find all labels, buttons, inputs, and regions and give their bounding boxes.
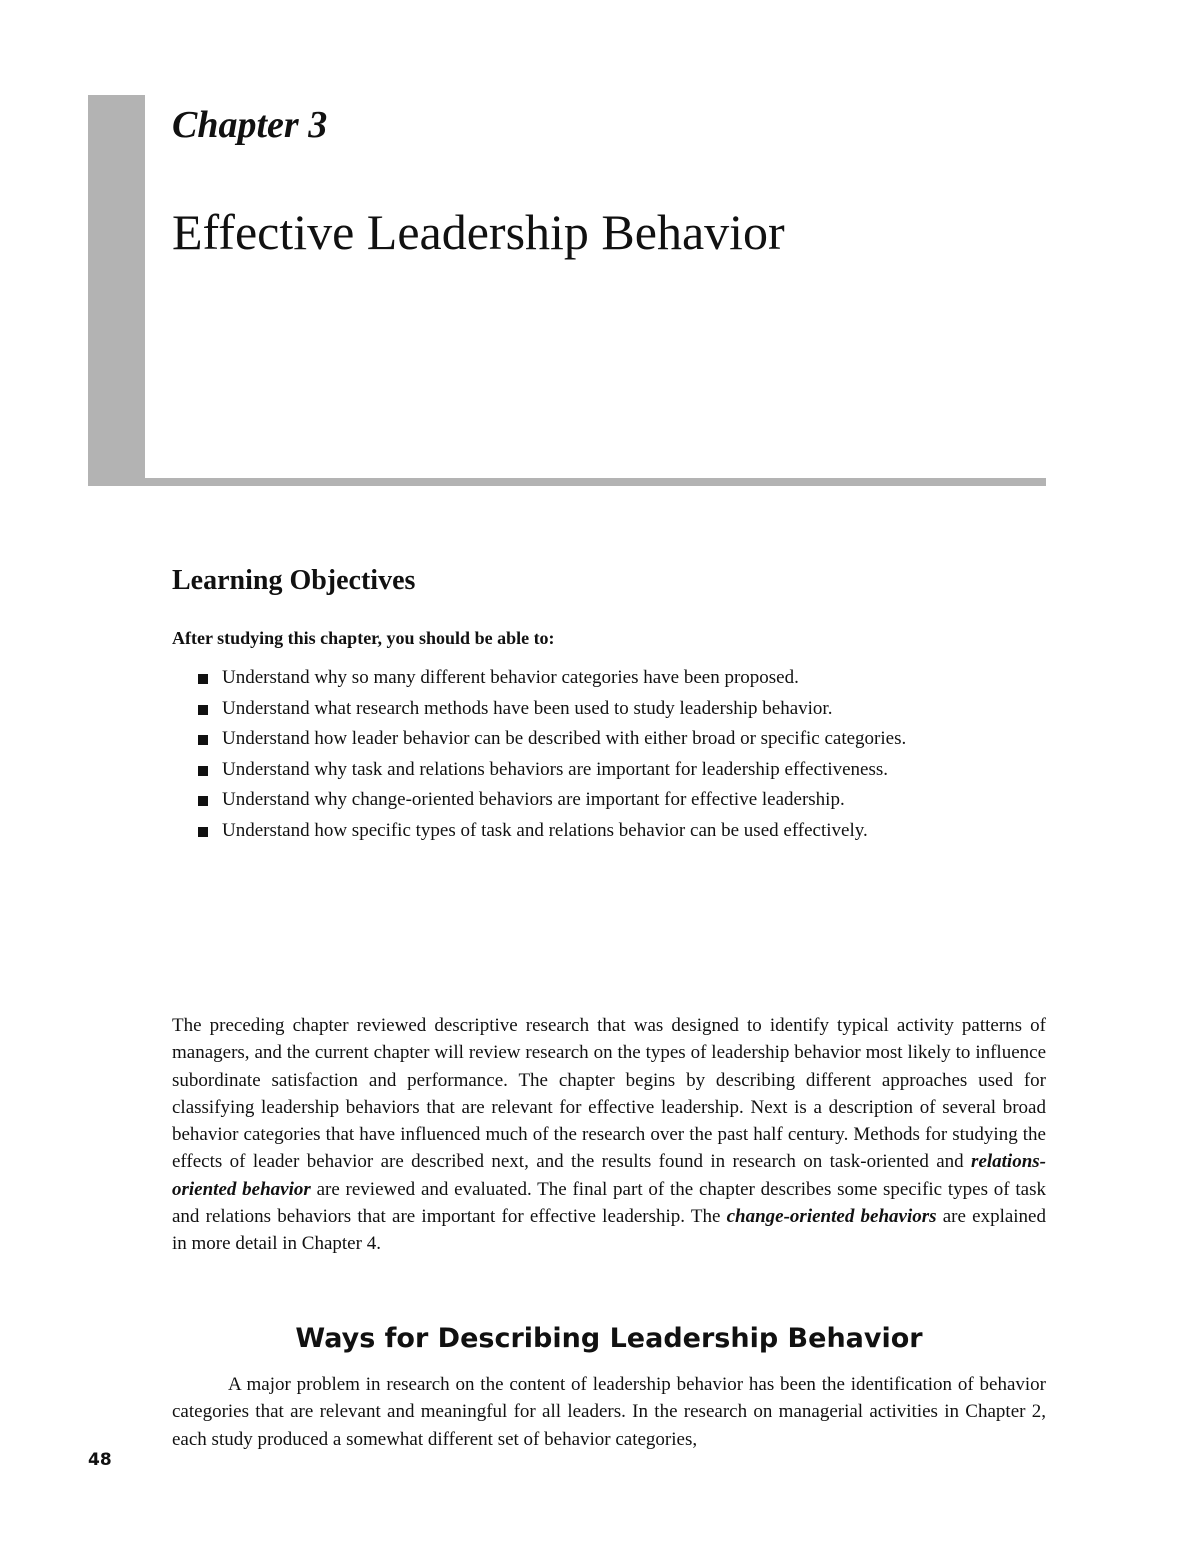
chapter-sidebar-bar	[88, 95, 145, 486]
learning-objectives-intro: After studying this chapter, you should be able to:	[172, 628, 555, 648]
intro-emphasis-change: change-oriented behaviors	[726, 1206, 937, 1228]
page-number: 48	[88, 1450, 112, 1470]
intro-paragraph	[172, 1012, 1046, 1258]
square-bullet-icon	[198, 796, 208, 806]
intro-text-part1: The preceding chapter reviewed descriptive research that was designed to identify typical activity patterns of managers, and the current chapter will review research on the types of leadership behavior most likely to influence subordinate satisfaction and performance. The chapter begins by describing different approaches used for classifying leadership behaviors that are relevant for effective leadership. Next is a description of several broad behavior categories that have influenced much of the research over the past half century. Methods for studying the effects of leader behavior are described next, and the results found in research on task-oriented and	[172, 1015, 1046, 1173]
objective-text: Understand why so many different behavior categories have been proposed.	[222, 667, 799, 688]
objective-item	[198, 785, 1058, 816]
square-bullet-icon	[198, 674, 208, 684]
intro-text-part2: are reviewed and evaluated. The final part of the chapter describes some specific types of task and relations behaviors that are important for effective leadership. The	[172, 1178, 1046, 1228]
square-bullet-icon	[198, 766, 208, 776]
intro-emphasis-relations: relations-oriented behavior	[172, 1151, 1046, 1200]
chapter-label: Chapter 3	[172, 104, 328, 146]
objective-item	[198, 694, 1058, 725]
intro-text-part3: are explained in more detail in Chapter 4.	[172, 1206, 1046, 1255]
objective-item	[198, 816, 1058, 847]
objective-item	[198, 724, 1058, 755]
objective-text: Understand what research methods have been used to study leadership behavior.	[222, 697, 833, 719]
chapter-header-rule	[88, 478, 1046, 486]
square-bullet-icon	[198, 705, 208, 715]
objective-item	[198, 663, 1058, 694]
section-heading: Ways for Describing Leadership Behavior	[295, 1323, 923, 1354]
objective-text: Understand how leader behavior can be described with either broad or specific categories.	[222, 728, 907, 750]
square-bullet-icon	[198, 827, 208, 837]
objective-text: Understand why task and relations behaviors are important for leadership effectiveness.	[222, 758, 889, 780]
learning-objectives-list	[198, 663, 1058, 847]
objective-text: Understand how specific types of task and relations behavior can be used effectively.	[222, 819, 868, 841]
section-paragraph: A major problem in research on the content of leadership behavior has been the identification of behavior categories that are relevant and meaningful for all leaders. In the research on managerial activities in Chapter 2, each study produced a somewhat different set of behavior categories,	[172, 1374, 1046, 1450]
square-bullet-icon	[198, 735, 208, 745]
learning-objectives-heading: Learning Objectives	[172, 565, 416, 596]
objective-text: Understand why change-oriented behaviors are important for effective leadership.	[222, 789, 845, 811]
chapter-title: Effective Leadership Behavior	[172, 204, 785, 260]
objective-item	[198, 755, 1058, 786]
